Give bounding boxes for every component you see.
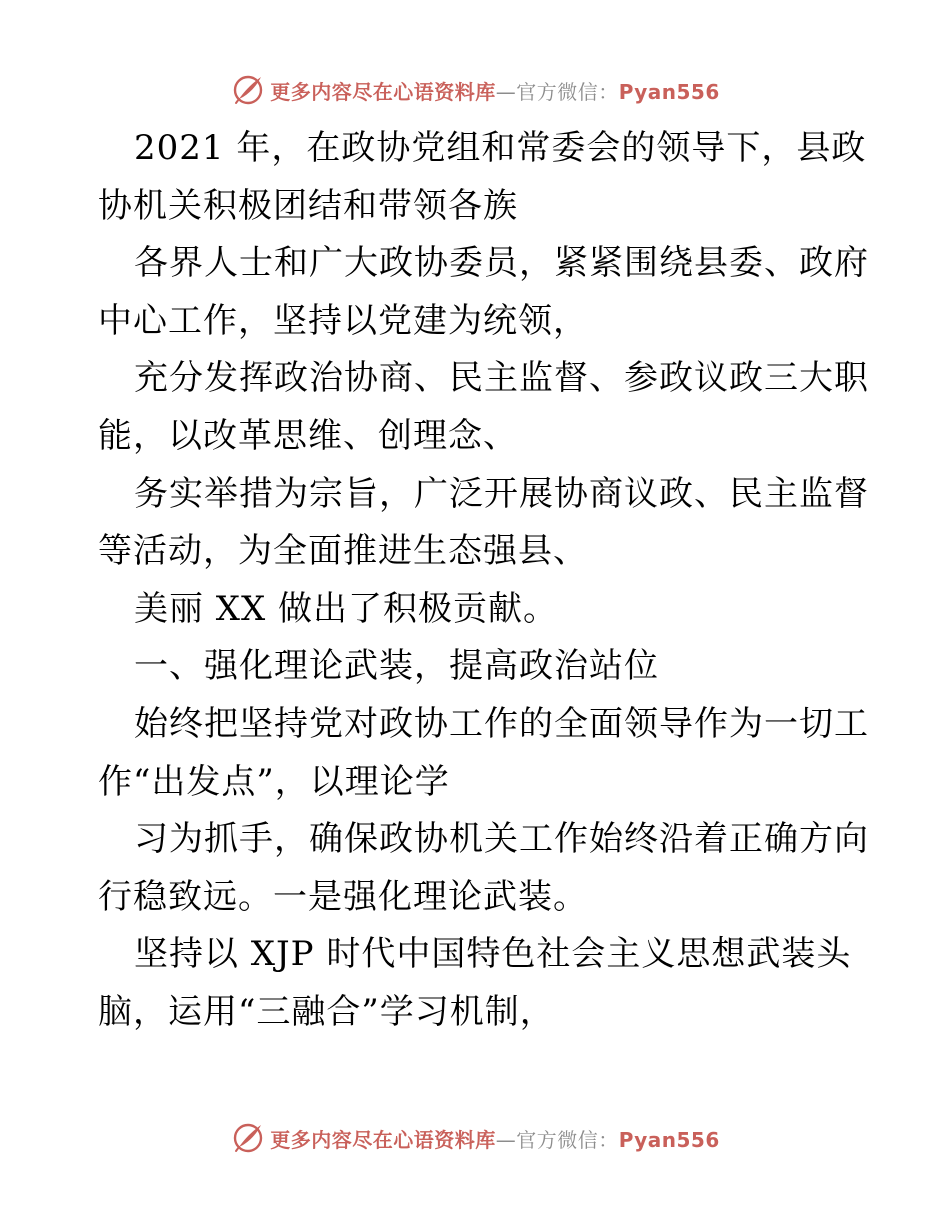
body-line: 各界人士和广大政协委员，紧紧围绕县委、政府 <box>134 243 869 284</box>
watermark-wechat-id: Pyan556 <box>618 79 720 104</box>
body-line: 习为抓手，确保政协机关工作始终沿着正确方向 <box>134 819 869 860</box>
footer-watermark <box>0 1118 950 1158</box>
body-line: 协机关积极团结和带领各族 <box>98 185 518 226</box>
watermark-dash: — <box>495 79 517 104</box>
body-line: 美丽 XX 做出了积极贡献。 <box>134 588 559 629</box>
watermark-official: 官方微信： <box>516 79 619 104</box>
watermark-brand: 更多内容尽在心语资料库 <box>270 79 496 104</box>
watermark-wechat-id: Pyan556 <box>618 1127 720 1152</box>
document-body <box>98 120 869 1042</box>
body-line: 等活动，为全面推进生态强县、 <box>98 531 588 572</box>
watermark-text <box>270 76 720 105</box>
quill-logo-icon <box>230 72 266 108</box>
body-line: 能，以改革思维、创理念、 <box>98 415 518 456</box>
header-watermark <box>0 70 950 110</box>
quill-logo-icon <box>230 1120 266 1156</box>
body-line: 务实举措为宗旨，广泛开展协商议政、民主监督 <box>134 473 869 514</box>
body-line: 脑，运用“三融合”学习机制， <box>98 991 555 1032</box>
body-line: 坚持以 XJP 时代中国特色社会主义思想武装头 <box>134 934 852 975</box>
watermark-brand: 更多内容尽在心语资料库 <box>270 1127 496 1152</box>
body-line: 行稳致远。一是强化理论武装。 <box>98 876 588 917</box>
watermark-official: 官方微信： <box>516 1127 619 1152</box>
watermark-text <box>270 1124 720 1153</box>
body-line: 2021 年，在政协党组和常委会的领导下，县政 <box>134 128 867 168</box>
section-heading: 一、强化理论武装，提高政治站位 <box>134 646 659 687</box>
body-line: 中心工作，坚持以党建为统领， <box>98 300 588 341</box>
watermark-dash: — <box>495 1127 517 1152</box>
body-line: 充分发挥政治协商、民主监督、参政议政三大职 <box>134 358 869 399</box>
body-line: 作“出发点”，以理论学 <box>98 761 450 802</box>
body-line: 始终把坚持党对政协工作的全面领导作为一切工 <box>134 703 869 744</box>
